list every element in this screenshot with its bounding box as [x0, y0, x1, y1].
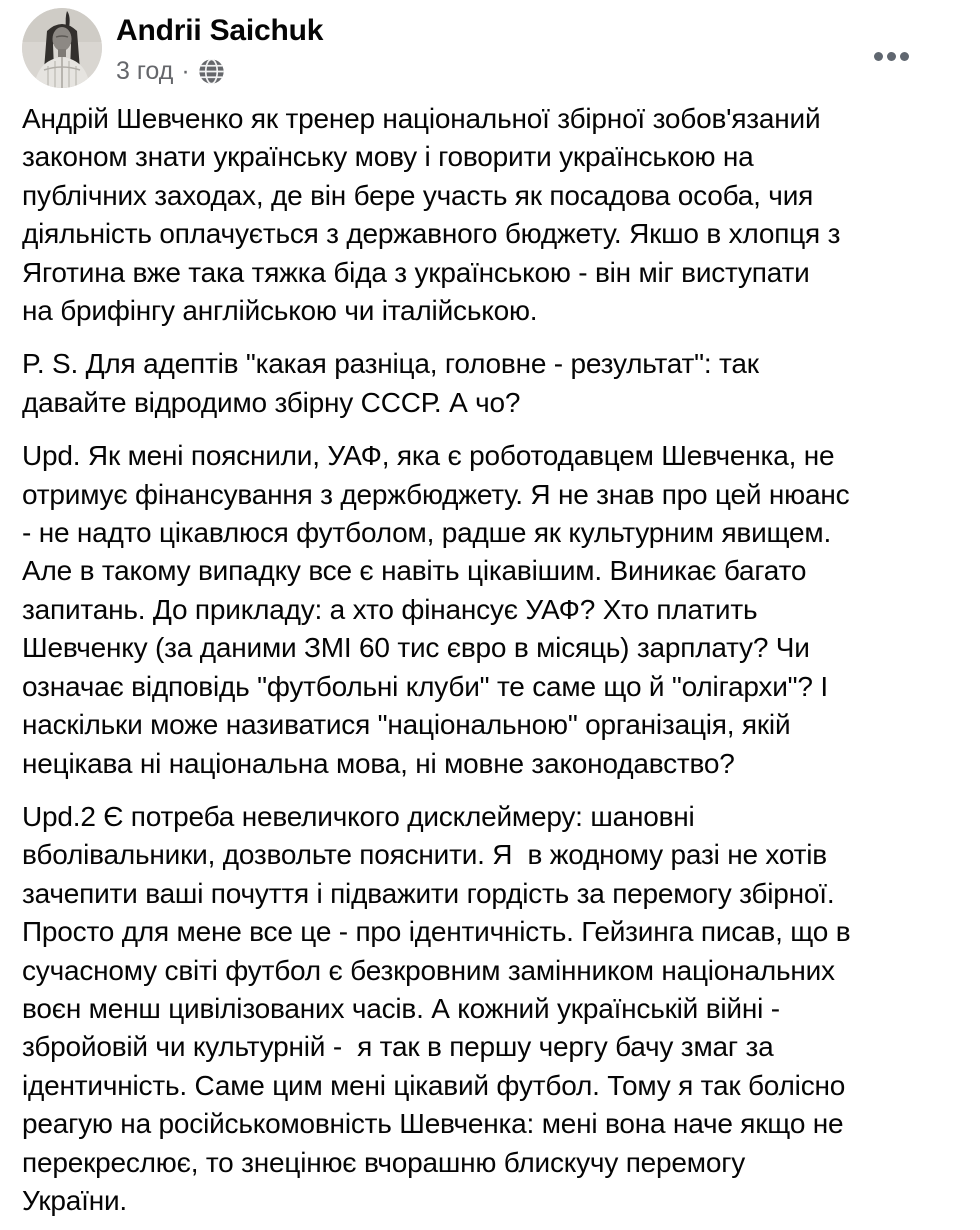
post-options-button[interactable]	[868, 46, 915, 67]
post-text-line: Upd. Як мені пояснили, УАФ, яка є роботодавцем Шевченка, не	[22, 440, 835, 472]
author-name[interactable]: Andrii Saichuk	[116, 14, 324, 47]
post-paragraph	[22, 798, 958, 1220]
post-text-line: воєн менш цивілізованих часів. А кожний українській війні -	[22, 992, 780, 1024]
post-text-line: збройовій чи культурній - я так в першу чергу бачу змаг за	[22, 1031, 774, 1063]
post-text-line: запитань. До прикладу: а хто фінансує УАФ? Хто платить	[22, 593, 758, 625]
post-text-line: сучасному світі футбол є безкровним замінником національних	[22, 954, 835, 986]
post-text-line: на брифінгу англійською чи італійською.	[22, 295, 538, 327]
post-meta-row	[116, 56, 323, 86]
post-paragraph	[22, 100, 958, 330]
header-meta	[116, 8, 323, 86]
post-text-line: Upd.2 Є потреба невеличкого дисклеймеру: шановні	[22, 800, 695, 832]
post-text-line: Андрій Шевченко як тренер національної збірної зобов'язаний	[22, 103, 821, 134]
post-text-line: P. S. Для адептів "какая разніца, головне - результат": так	[22, 348, 759, 380]
post-header	[22, 8, 958, 88]
post-text-line: ідентичність. Саме цим мені цікавий футбол. Тому я так болісно	[22, 1069, 846, 1101]
avatar-photo	[22, 8, 102, 88]
meta-separator: ·	[181, 57, 190, 85]
post-text-line: публічних заходах, де він бере участь як посадова особа, чия	[22, 179, 814, 211]
post-paragraph	[22, 437, 958, 783]
post-text-line: Але в такому випадку все є навіть цікавішим. Виникає багато	[22, 555, 807, 587]
post-text-line: - не надто цікавлюся футболом, радше як культурним явищем.	[22, 517, 832, 549]
post-text-line: законом знати українську мову і говорити українською на	[22, 141, 754, 173]
post-text-line: вболівальники, дозвольте пояснити. Я в жодному разі не хотів	[22, 839, 827, 871]
post-text-line: Шевченку (за даними ЗМІ 60 тис євро в місяць) зарплату? Чи	[22, 632, 810, 664]
globe-public-icon	[198, 58, 225, 85]
post-text-line: діяльність оплачується з державного бюджету. Якшо в хлопця з	[22, 218, 841, 250]
profile-avatar[interactable]	[22, 8, 102, 88]
timestamp[interactable]: 3 год	[116, 57, 174, 85]
post-body	[22, 100, 958, 1220]
post-text-line: нецікава ні національна мова, ні мовне законодавство?	[22, 747, 735, 779]
post-text-line: наскільки може називатися "національною" організація, якій	[22, 709, 791, 741]
post-text-line: означає відповідь "футбольні клуби" те саме що й "олігархи"? І	[22, 670, 828, 702]
dot-icon	[900, 52, 909, 61]
post-text-line: отримує фінансування з держбюджету. Я не знав про цей нюанс	[22, 478, 850, 510]
post-text-line: Просто для мене все це - про ідентичність. Гейзинга писав, що в	[22, 916, 851, 948]
post-text-line: реагую на російськомовність Шевченка: мені вона наче якщо не	[22, 1108, 844, 1140]
post-text-line: Яготина вже така тяжка біда з українською - він міг виступати	[22, 256, 810, 288]
post-text-line: давайте відродимо збірну СССР. А чо?	[22, 386, 521, 418]
dot-icon	[874, 52, 883, 61]
post-paragraph	[22, 345, 958, 422]
post-text-line: зачепити ваші почуття і підважити гордість за перемогу збірної.	[22, 877, 835, 909]
post-text-line: перекреслює, то знецінює вчорашню блискучу перемогу	[22, 1146, 746, 1178]
dot-icon	[887, 52, 896, 61]
post-text-line: України.	[22, 1184, 127, 1216]
